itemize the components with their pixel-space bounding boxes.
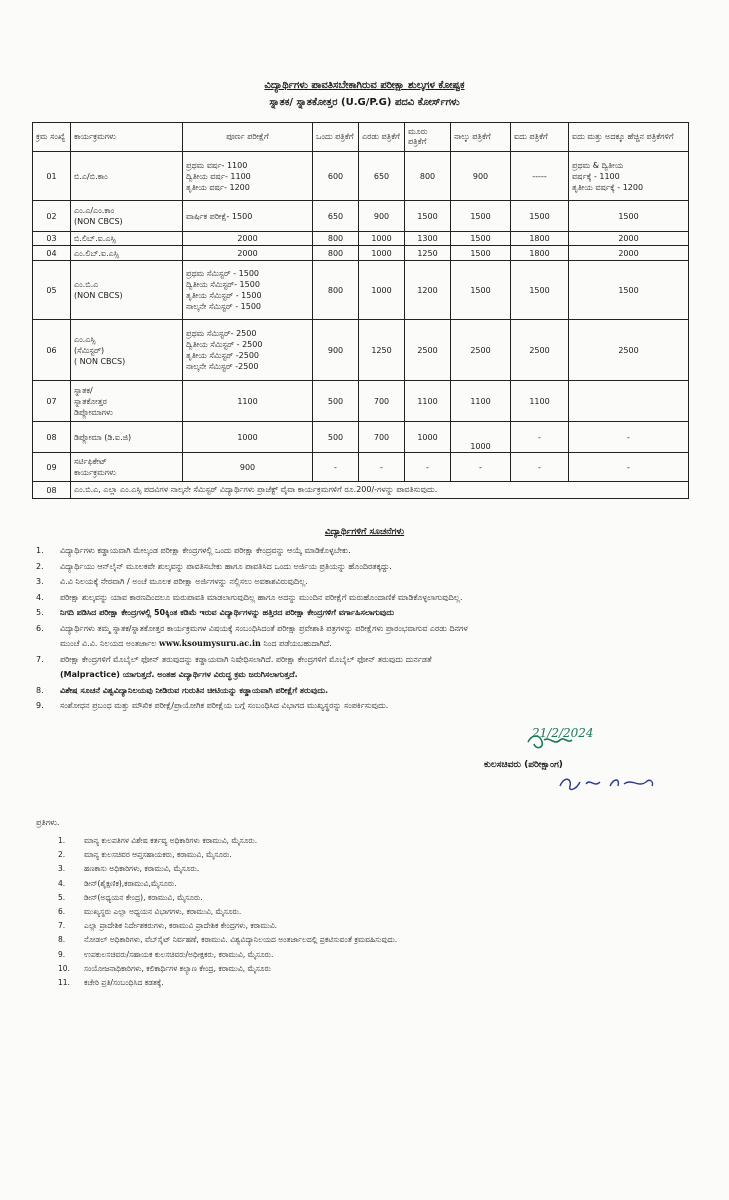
item-number: 8. bbox=[58, 935, 66, 945]
cell-two: 900 bbox=[359, 201, 405, 232]
cell-three: 1300 bbox=[405, 232, 451, 246]
list-item bbox=[36, 621, 686, 637]
item-text: ಪರೀಕ್ಷಾ ಕೇಂದ್ರಗಳಿಗೆ ಮೊಬೈಲ್ ಫೋನ್ ತರುವುದನ್ನು ಕಡ್ಡಾಯವಾಗಿ ನಿಷೇಧಿಸಲಾಗಿದೆ. ಪರೀಕ್ಷಾ ಕೇಂದ್ರಗಳಿಗೆ ಮೊಬೈಲ್ ಫೋನ್ ತರುವುದು ದುರ್ನಡತೆ bbox=[60, 654, 432, 664]
list-item bbox=[58, 933, 678, 947]
cell-five: - bbox=[511, 422, 569, 453]
instructions-title: ವಿದ್ಯಾರ್ಥಿಗಳಿಗೆ ಸೂಚನೆಗಳು bbox=[324, 527, 405, 537]
item-text: ಸಂಯೋಜನಾಧಿಕಾರಿಗಳು, ಕಲಿಕಾರ್ಥಿಗಳ ಕಲ್ಯಾಣ ಕೇಂದ್ರ, ಕರಾಮುವಿ, ಮೈಸೂರು bbox=[84, 963, 271, 973]
item-text: ಮುಖ್ಯಸ್ಥರು ಎಲ್ಲಾ ಅಧ್ಯಯನ ವಿಭಾಗಗಳು, ಕರಾಮುವಿ, ಮೈಸೂರು. bbox=[84, 907, 242, 917]
issuing-office: ಕುಲಸಚಿವರು (ಪರೀಕ್ಷಾಂಗ) bbox=[484, 760, 563, 770]
list-item bbox=[36, 605, 686, 621]
cell-fiveplus: 1500 bbox=[569, 261, 689, 320]
cell-full: 1000 bbox=[183, 422, 313, 453]
cell-serial: 07 bbox=[33, 381, 71, 422]
list-item bbox=[36, 543, 686, 559]
item-number bbox=[36, 636, 60, 652]
item-number: 2. bbox=[36, 561, 44, 571]
cell-serial: 06 bbox=[33, 320, 71, 381]
list-item bbox=[58, 891, 678, 905]
cell-three: 1250 bbox=[405, 246, 451, 261]
item-number: 11. bbox=[58, 978, 70, 988]
cell-one: 800 bbox=[313, 261, 359, 320]
cell-fiveplus: - bbox=[569, 453, 689, 482]
col-header-serial: ಕ್ರಮ ಸಂಖ್ಯೆ bbox=[33, 123, 71, 152]
cell-four: 1100 bbox=[451, 381, 511, 422]
item-number: 9. bbox=[36, 701, 44, 710]
website-link[interactable]: www.ksoumysuru.ac.in bbox=[159, 638, 261, 648]
cell-program: ಎಂ.ಬಿ.ಎ (NON CBCS) bbox=[71, 261, 183, 320]
table-row bbox=[33, 261, 689, 320]
cell-full: 2000 bbox=[183, 232, 313, 246]
cell-note: ಎಂ.ಬಿ.ಎ, ಎಲ್ಲಾ ಎಂ.ಎಸ್ಸಿ ಪದವಿಗಳ ನಾಲ್ಕನೇ ಸೆಮಿಸ್ಟರ್ ವಿದ್ಯಾರ್ಥಿಗಳು ಪ್ರಾಜೆಕ್ಟ್ ವೈವಾ ಕಾರ್ಯಕ್ರಮಗಳಿಗೆ ರೂ.200/-ಗಳನ್ನು ಪಾವತಿಸುವುದು. bbox=[71, 482, 689, 499]
fee-table bbox=[32, 122, 689, 499]
col-header-one: ಒಂದು ಪತ್ರಿಕೆಗೆ bbox=[313, 123, 359, 152]
cell-five: 1500 bbox=[511, 261, 569, 320]
list-item bbox=[58, 834, 678, 848]
item-number: 1. bbox=[36, 546, 44, 555]
table-row bbox=[33, 422, 689, 453]
cell-serial: 03 bbox=[33, 232, 71, 246]
list-item bbox=[58, 862, 678, 876]
cell-fiveplus: 2500 bbox=[569, 320, 689, 381]
col-header-full: ಪೂರ್ಣ ಪರೀಕ್ಷೆಗೆ bbox=[183, 123, 313, 152]
cell-two: 700 bbox=[359, 381, 405, 422]
cell-serial: 04 bbox=[33, 246, 71, 261]
item-text: ಉಪಕುಲಸಚಿವರು/ಸಹಾಯಕ ಕುಲಸಚಿವರು/ಅಧೀಕ್ಷಕರು, ಕರಾಮುವಿ, ಮೈಸೂರು. bbox=[84, 949, 274, 959]
cell-full: 1100 bbox=[183, 381, 313, 422]
cell-one: 800 bbox=[313, 232, 359, 246]
instructions-list bbox=[36, 543, 686, 714]
item-number: 9. bbox=[58, 949, 66, 959]
list-item bbox=[58, 848, 678, 862]
item-text bbox=[60, 636, 686, 652]
cell-two: 1000 bbox=[359, 232, 405, 246]
col-header-three: ಮೂರು ಪತ್ರಿಕೆಗೆ bbox=[405, 123, 451, 152]
item-number: 4. bbox=[36, 592, 44, 602]
cell-five: 1500 bbox=[511, 201, 569, 232]
cell-fiveplus: - bbox=[569, 422, 689, 453]
cell-full: 900 bbox=[183, 453, 313, 482]
cell-one: 500 bbox=[313, 381, 359, 422]
list-item bbox=[58, 976, 678, 990]
cell-five: - bbox=[511, 453, 569, 482]
signature-stroke-2 bbox=[560, 779, 653, 789]
item-number bbox=[36, 667, 60, 683]
item-text: ವಿಶೇಷ ಸೂಚನೆ ವಿಶ್ವವಿದ್ಯಾನಿಲಯವು ನೀಡಿರುವ ಗುರುತಿನ ಚೀಟಿಯನ್ನು ಕಡ್ಡಾಯವಾಗಿ ಪರೀಕ್ಷೆಗೆ ತರುವುದು. bbox=[60, 685, 329, 695]
table-row bbox=[33, 320, 689, 381]
item-number: 7. bbox=[58, 921, 66, 931]
cell-three: 1500 bbox=[405, 201, 451, 232]
item-text: ಕಚೇರಿ ಪ್ರತಿ/ಸಂಬಂಧಿಸಿದ ಕಡತಕ್ಕೆ. bbox=[84, 978, 164, 988]
item-text: ಮಾನ್ಯ ಕುಲಪತಿಗಳ ವಿಶೇಷ ಕರ್ತವ್ಯ ಅಧಿಕಾರಿಗಳು ಕರಾಮುವಿ, ಮೈಸೂರು. bbox=[84, 836, 258, 845]
cell-program: ಬಿ.ಎ/ಬಿ.ಕಾಂ bbox=[71, 152, 183, 201]
list-item bbox=[36, 683, 686, 699]
cell-one: 500 bbox=[313, 422, 359, 453]
list-item bbox=[36, 559, 686, 575]
cell-serial: 08 bbox=[33, 422, 71, 453]
list-item bbox=[36, 590, 686, 606]
cell-five: 1100 bbox=[511, 381, 569, 422]
cell-four: 2500 bbox=[451, 320, 511, 381]
cell-four: 1500 bbox=[451, 201, 511, 232]
item-text: ಸಂಶೋಧನ ಪ್ರಬಂಧ ಮತ್ತು ಮೌಖಿಕ ಪರೀಕ್ಷೆ/ಪ್ರಾಯೋಗಿಕ ಪರೀಕ್ಷೆಯ ಬಗ್ಗೆ ಸಂಬಂಧಿಸಿದ ವಿಭಾಗದ ಮುಖ್ಯಸ್ಥರನ್ನು ಸಂಪರ್ಕಿಸುವುದು. bbox=[60, 701, 389, 710]
cell-program: ಸರ್ಟಿಫಿಕೇಟ್ ಕಾರ್ಯಕ್ರಮಗಳು bbox=[71, 453, 183, 482]
cell-fiveplus: ಪ್ರಥಮ & ದ್ವಿತೀಯ ವರ್ಷಕ್ಕೆ - 1100 ತೃತೀಯ ವರ್ಷಕ್ಕೆ - 1200 bbox=[569, 152, 689, 201]
cell-one: 650 bbox=[313, 201, 359, 232]
col-header-two: ಎರಡು ಪತ್ರಿಕೆಗೆ bbox=[359, 123, 405, 152]
item-text: ಡೀನ್(ಶೈಕ್ಷಣಿಕ),ಕರಾಮುವಿ,ಮೈಸೂರು. bbox=[84, 878, 177, 888]
table-row bbox=[33, 152, 689, 201]
cell-one: - bbox=[313, 453, 359, 482]
cell-one: 800 bbox=[313, 246, 359, 261]
item-text: ವಿದ್ಯಾರ್ಥಿಗಳು ಕಡ್ಡಾಯವಾಗಿ ಮೇಲ್ಕಂಡ ಪರೀಕ್ಷಾ ಕೇಂದ್ರಗಳಲ್ಲಿ ಒಂದು ಪರೀಕ್ಷಾ ಕೇಂದ್ರವನ್ನು ಆಯ್ಕೆ ಮಾಡಿಕೊಳ್ಳಬೇಕು. bbox=[60, 546, 351, 555]
item-number: 10. bbox=[58, 963, 70, 973]
copies-title: ಪ್ರತಿಗಳು. bbox=[36, 818, 60, 827]
cell-full: 2000 bbox=[183, 246, 313, 261]
item-text: ಎಲ್ಲಾ ಪ್ರಾದೇಶಿಕ ನಿರ್ದೇಶಕರುಗಳು, ಕರಾಮುವಿ ಪ್ರಾದೇಶಿಕ ಕೇಂದ್ರಗಳು, ಕರಾಮುವಿ. bbox=[84, 921, 278, 931]
list-item bbox=[58, 948, 678, 962]
item-text: ಹಣಕಾಸು ಅಧಿಕಾರಿಗಳು, ಕರಾಮುವಿ, ಮೈಸೂರು. bbox=[84, 864, 200, 874]
cell-program: ಬಿ.ಲಿಬ್.ಐ.ಎಸ್ಸಿ bbox=[71, 232, 183, 246]
cell-full: ಪ್ರಥಮ ವರ್ಷ- 1100 ದ್ವಿತೀಯ ವರ್ಷ- 1100 ತೃತೀಯ ವರ್ಷ- 1200 bbox=[183, 152, 313, 201]
cell-fiveplus: 2000 bbox=[569, 232, 689, 246]
item-text-before: ಮುಂಚೆ ವಿ.ವಿ. ನಿಲಯದ ಅಂತರ್ಜಾಲ bbox=[60, 639, 157, 648]
cell-three: 800 bbox=[405, 152, 451, 201]
list-item bbox=[36, 574, 686, 590]
col-header-program: ಕಾರ್ಯಕ್ರಮಗಳು bbox=[71, 123, 183, 152]
cell-five: 1800 bbox=[511, 232, 569, 246]
cell-three: - bbox=[405, 453, 451, 482]
table-note-row bbox=[33, 482, 689, 499]
table-row bbox=[33, 201, 689, 232]
cell-five: 1800 bbox=[511, 246, 569, 261]
cell-two: 1000 bbox=[359, 261, 405, 320]
cell-three: 2500 bbox=[405, 320, 451, 381]
item-text: ವಿದ್ಯಾರ್ಥಿಗಳು ತಮ್ಮ ಸ್ನಾತಕ/ಸ್ನಾತಕೋತ್ತರ ಕಾರ್ಯಕ್ರಮಗಳ ವಿಷಯಕ್ಕೆ ಸಂಬಂಧಿಸಿದಂತೆ ಪರೀಕ್ಷಾ ಪ್ರವೇಶಾತಿ ಪತ್ರಗಳನ್ನು ಪರೀಕ್ಷೆಗಳು ಪ್ರಾರಂಭವಾಗುವ ಎರಡು ದಿನಗಳ bbox=[60, 623, 468, 633]
item-number: 6. bbox=[58, 907, 66, 917]
col-header-fiveplus: ಐದು ಮತ್ತು ಅದಕ್ಕೂ ಹೆಚ್ಚಿನ ಪತ್ರಿಕೆಗಳಿಗೆ bbox=[569, 123, 689, 152]
cell-three: 1000 bbox=[405, 422, 451, 453]
cell-serial: 02 bbox=[33, 201, 71, 232]
cell-four: 900 bbox=[451, 152, 511, 201]
list-item-continued bbox=[36, 667, 686, 683]
cell-program: ಎಂ.ಎಸ್ಸಿ (ಸೆಮಿಸ್ಟರ್) ( NON CBCS) bbox=[71, 320, 183, 381]
cell-fiveplus: 2000 bbox=[569, 246, 689, 261]
list-item bbox=[58, 962, 678, 976]
item-number: 5. bbox=[58, 892, 66, 902]
table-row bbox=[33, 232, 689, 246]
cell-one: 600 bbox=[313, 152, 359, 201]
cell-five: 2500 bbox=[511, 320, 569, 381]
col-header-five: ಐದು ಪತ್ರಿಕೆಗೆ bbox=[511, 123, 569, 152]
cell-full: ವಾರ್ಷಿಕ ಪರೀಕ್ಷೆ- 1500 bbox=[183, 201, 313, 232]
cell-serial: 08 bbox=[33, 482, 71, 499]
list-item-continued bbox=[36, 636, 686, 652]
cell-program: ಎಂ.ಲಿಬ್.ಐ.ಎಸ್ಸಿ bbox=[71, 246, 183, 261]
document-subtitle: ಸ್ನಾತಕ/ ಸ್ನಾತಕೋತ್ತರ (U.G/P.G) ಪದವಿ ಕೋರ್ಸ್‌ಗಳು bbox=[269, 97, 460, 108]
item-text: ಮಾನ್ಯ ಕುಲಸಚಿವರ ಆಪ್ತಸಹಾಯಕರು, ಕರಾಮುವಿ, ಮೈಸೂರು. bbox=[84, 850, 232, 860]
cell-fiveplus: 1500 bbox=[569, 201, 689, 232]
cell-one: 900 bbox=[313, 320, 359, 381]
cell-four: 1500 bbox=[451, 261, 511, 320]
table-row bbox=[33, 381, 689, 422]
item-text: ವಿದ್ಯಾರ್ಥಿಯು ಆನ್‌ಲೈನ್ ಮೂಲಕವೇ ಶುಲ್ಕವನ್ನು ಪಾವತಿಸಬೇಕು ಹಾಗೂ ಪಾವತಿಸಿದ ಒಂದು ಅರ್ಜಿಯ ಪ್ರತಿಯನ್ನು ಹೊಂದಿರತಕ್ಕದ್ದು. bbox=[60, 561, 392, 571]
item-number: 3. bbox=[36, 577, 44, 586]
copies-list bbox=[58, 834, 678, 990]
cell-fiveplus bbox=[569, 381, 689, 422]
item-text: ನಿಗದಿ ಪಡಿಸಿದ ಪರೀಕ್ಷಾ ಕೇಂದ್ರಗಳಲ್ಲಿ 50ಕ್ಕಿಂತ ಕಡಿಮೆ ಇರುವ ವಿದ್ಯಾರ್ಥಿಗಳನ್ನು ಹತ್ತಿರದ ಪರೀಕ್ಷಾ ಕೇಂದ್ರಗಳಿಗೆ ವರ್ಗಾಹಿಸಲಾಗುವುದು bbox=[60, 608, 394, 617]
cell-three: 1100 bbox=[405, 381, 451, 422]
cell-serial: 01 bbox=[33, 152, 71, 201]
cell-serial: 05 bbox=[33, 261, 71, 320]
cell-four: 1000 bbox=[451, 422, 511, 453]
cell-three: 1200 bbox=[405, 261, 451, 320]
list-item bbox=[36, 698, 686, 714]
cell-program: ಎಂ.ಎ/ಎಂ.ಕಾಂ (NON CBCS) bbox=[71, 201, 183, 232]
item-text: (Malpractice) ಯಾಗುತ್ತದೆ. ಅಂತಹ ವಿದ್ಯಾರ್ಥಿಗಳ ವಿರುದ್ಧ ಕ್ರಮ ಜರುಗಿಸಲಾಗುತ್ತದೆ. bbox=[60, 670, 298, 679]
cell-two: 700 bbox=[359, 422, 405, 453]
cell-full: ಪ್ರಥಮ ಸೆಮಿಸ್ಟರ್ - 1500 ದ್ವಿತೀಯ ಸೆಮಿಸ್ಟರ್- 1500 ತೃತೀಯ ಸೆಮಿಸ್ಟರ್ - 1500 ನಾಲ್ಕನೇ ಸೆಮಿಸ್ಟರ್ - 1500 bbox=[183, 261, 313, 320]
list-item bbox=[58, 919, 678, 933]
cell-two: 1250 bbox=[359, 320, 405, 381]
cell-serial: 09 bbox=[33, 453, 71, 482]
document-title: ವಿದ್ಯಾರ್ಥಿಗಳು ಪಾವತಿಸಬೇಕಾಗಿರುವ ಪರೀಕ್ಷಾ ಶುಲ್ಕಗಳ ಕೋಷ್ಟಕ bbox=[264, 80, 465, 91]
item-number: 4. bbox=[58, 878, 66, 888]
item-number: 7. bbox=[36, 654, 44, 664]
table-row bbox=[33, 246, 689, 261]
list-item bbox=[36, 652, 686, 668]
cell-five: ----- bbox=[511, 152, 569, 201]
list-item bbox=[58, 877, 678, 891]
cell-two: 1000 bbox=[359, 246, 405, 261]
item-number: 2. bbox=[58, 850, 66, 860]
cell-four: 1500 bbox=[451, 232, 511, 246]
cell-four: - bbox=[451, 453, 511, 482]
signature-date: 21/2/2024 bbox=[532, 726, 594, 740]
item-text-after: ನಿಂದ ಪಡೆಯಬಹುದಾಗಿದೆ. bbox=[263, 639, 332, 648]
table-header-row bbox=[33, 123, 689, 152]
item-number: 3. bbox=[58, 864, 66, 874]
item-number: 5. bbox=[36, 608, 44, 617]
list-item bbox=[58, 905, 678, 919]
item-text: ವಿ.ವಿ ನಿಲಯಕ್ಕೆ ನೇರವಾಗಿ / ಅಂಚೆ ಮೂಲಕ ಪರೀಕ್ಷಾ ಅರ್ಜಿಗಳನ್ನು ನಲ್ಲಿಸಲು ಅವಕಾಶವಿರುವುದಿಲ್ಲ. bbox=[60, 577, 308, 586]
table-row bbox=[33, 453, 689, 482]
item-text: ನೋಡಲ್ ಅಧಿಕಾರಿಗಳು, ವೆಬ್‌ಸೈಟ್ ನಿರ್ವಹಣೆ, ಕರಾಮುವಿ. ವಿಶ್ವವಿದ್ಯಾನಿಲಯದ ಅಂತರ್ಜಾಲದಲ್ಲಿ ಪ್ರಕಟಿಸುವಂತೆ ಕ್ರಮವಹಿಸುವುದು. bbox=[84, 935, 398, 945]
cell-program: ಸ್ನಾತಕ/ ಸ್ನಾತಕೋತ್ತರ ಡಿಪ್ಲೋಮಾಗಳು bbox=[71, 381, 183, 422]
cell-two: 650 bbox=[359, 152, 405, 201]
item-number: 8. bbox=[36, 685, 44, 695]
cell-full: ಪ್ರಥಮ ಸೆಮಿಸ್ಟರ್- 2500 ದ್ವಿತೀಯ ಸೆಮಿಸ್ಟರ್ - 2500 ತೃತೀಯ ಸೆಮಿಸ್ಟರ್ -2500 ನಾಲ್ಕನೇ ಸೆಮಿಸ್ಟರ್ -2500 bbox=[183, 320, 313, 381]
col-header-four: ನಾಲ್ಕು ಪತ್ರಿಕೆಗೆ bbox=[451, 123, 511, 152]
item-text: ಪರೀಕ್ಷಾ ಶುಲ್ಕವನ್ನು ಯಾವ ಕಾರಣದಿಂದಲೂ ಮರುಪಾವತಿ ಮಾಡಲಾಗುವುದಿಲ್ಲ ಹಾಗೂ ಅದನ್ನು ಮುಂದಿನ ಪರೀಕ್ಷೆಗೆ ಮರುಹೊಂದಾಣಿಕೆ ಮಾಡಿಕೊಳ್ಳಲಾಗುವುದಿಲ್ಲ. bbox=[60, 592, 463, 602]
item-number: 1. bbox=[58, 836, 66, 845]
cell-four: 1500 bbox=[451, 246, 511, 261]
cell-program: ಡಿಪ್ಲೋಮಾ (ಡಿ.ಐ.ಜಿ) bbox=[71, 422, 183, 453]
item-number: 6. bbox=[36, 623, 44, 633]
item-text: ಡೀನ್(ಅಧ್ಯಯನ ಕೇಂದ್ರ), ಕರಾಮುವಿ, ಮೈಸೂರು. bbox=[84, 892, 203, 902]
cell-two: - bbox=[359, 453, 405, 482]
